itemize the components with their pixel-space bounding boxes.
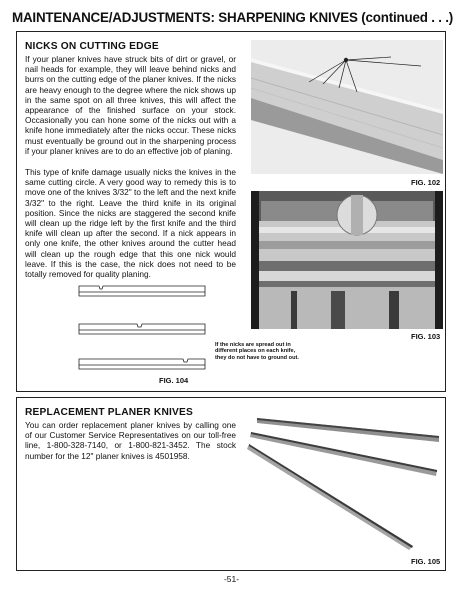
replacement-paragraph: You can order replacement planer knives by calling one of our Customer Service Representatives on our toll-free line, 1-800-328-7140, or 1-800-821-3452. The stock number for the 12" planer knives is 4501958. [25,420,236,461]
fig-103-photo [251,191,443,329]
fig-102-label: FIG. 102 [411,178,441,187]
fig-105-photo [247,406,441,552]
page-number: -51- [223,574,240,584]
fig-104-caption: If the nicks are spread out in different places on each knife, they do not have to ground out. [215,342,299,361]
fig-102-photo [251,40,443,174]
nicks-paragraph-2: This type of knife damage usually nicks the knives in the same cutting circle. A very good way to remedy this is to move one of the knives 3/32" to the left and the next knife 3/32" to the right. Leave the third knife in its original position. Since the nicks are staggered the second knife will clean up the ridge left by the first knife and the third knife will clean up after the second. If a nick appears in only one knife, the other knives around the cutter head will clean up the rough edge that this one nick would leave. If this is the case, the nick does not need to be totally removed for quality planing. [25,167,236,280]
replacement-heading: REPLACEMENT PLANER KNIVES [25,407,194,418]
page-title: MAINTENANCE/ADJUSTMENTS: SHARPENING KNIVES (continued . . .) [12,10,454,25]
fig-103-label: FIG. 103 [411,332,441,341]
replacement-section-box [16,397,446,571]
nicks-section-box [16,31,446,392]
fig-104-diagram [77,280,207,376]
nicks-paragraph-1: If your planer knives have struck bits of dirt or gravel, or nail heads for example, they will leave behind nicks and burrs on the cutting edge of the planer knives. If the nicks are heavy enough to the degree where the nick shows up in the same spot on all three knives, this will affect the appearance of the finished surface on your stock. Occasionally you can hone some of the nicks out with a knife hone immediately after the nicks occur. These nicks must eventually be ground out in the sharpening process if your planer knives are to do an effective job of planing. [25,54,236,156]
fig-105-label: FIG. 105 [411,557,441,566]
nicks-heading: NICKS ON CUTTING EDGE [25,41,159,52]
fig-104-label: FIG. 104 [159,376,189,385]
